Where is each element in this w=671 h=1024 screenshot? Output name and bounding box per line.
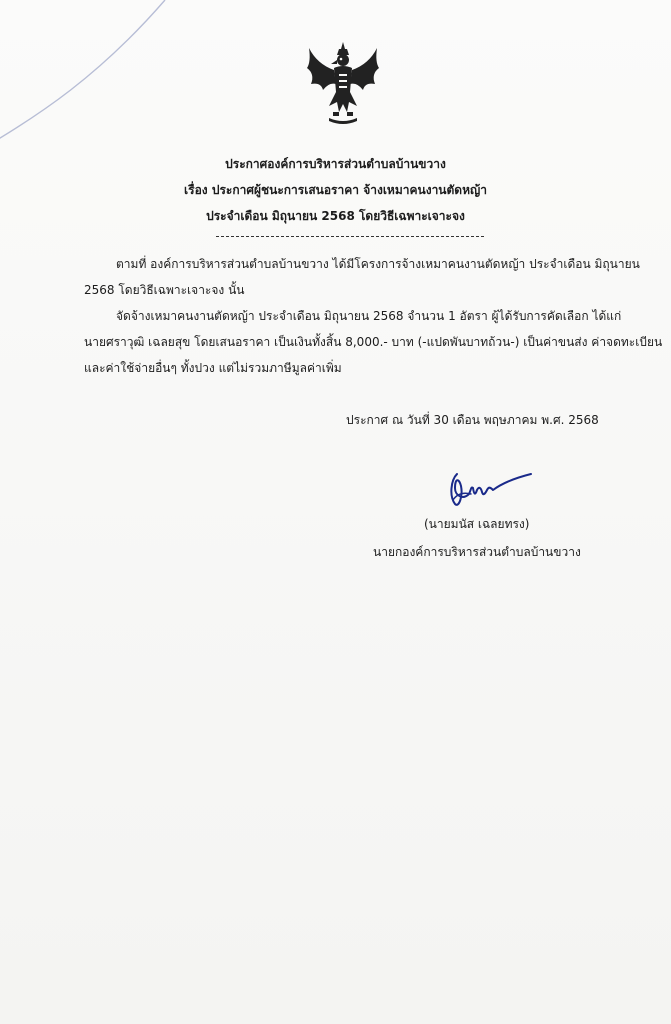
dashed-divider xyxy=(216,236,484,237)
handwritten-signature-icon xyxy=(441,466,541,512)
paragraph-1-line-1: ตามที่ องค์การบริหารส่วนตำบลบ้านขวาง ได้มีโครงการจ้างเหมาคนงานตัดหญ้า ประจำเดือน มิถุนายน xyxy=(116,257,640,271)
announcement-date: ประกาศ ณ วันที่ 30 เดือน พฤษภาคม พ.ศ. 2568 xyxy=(346,413,599,427)
signer-title: นายกองค์การบริหารส่วนตำบลบ้านขวาง xyxy=(373,545,581,559)
paragraph-2-line-2: นายศราวุฒิ เฉลยสุข โดยเสนอราคา เป็นเงินทั้งสิ้น 8,000.- บาท (-แปดพันบาทถ้วน-) เป็นค่าขนส่ง ค่าจดทะเบียน xyxy=(84,335,663,349)
paragraph-1-line-2: 2568 โดยวิธีเฉพาะเจาะจง นั้น xyxy=(84,283,245,297)
garuda-emblem-icon xyxy=(303,40,383,126)
paragraph-2-line-3: และค่าใช้จ่ายอื่นๆ ทั้งปวง แต่ไม่รวมภาษีมูลค่าเพิ่ม xyxy=(84,361,342,375)
heading-line-3: ประจำเดือน มิถุนายน 2568 โดยวิธีเฉพาะเจาะจง xyxy=(206,209,465,223)
scan-edge-mark xyxy=(0,0,200,160)
paragraph-project xyxy=(84,251,640,303)
signer-name: (นายมนัส เฉลยทรง) xyxy=(424,517,530,531)
announcement-heading xyxy=(0,151,671,229)
paragraph-2-line-1: จัดจ้างเหมาคนงานตัดหญ้า ประจำเดือน มิถุนายน 2568 จำนวน 1 อัตรา ผู้ได้รับการคัดเลือก ได้แก่ xyxy=(116,309,622,323)
paragraph-award xyxy=(84,303,663,381)
heading-line-2: เรื่อง ประกาศผู้ชนะการเสนอราคา จ้างเหมาคนงานตัดหญ้า xyxy=(184,183,487,197)
heading-line-1: ประกาศองค์การบริหารส่วนตำบลบ้านขวาง xyxy=(225,157,446,171)
